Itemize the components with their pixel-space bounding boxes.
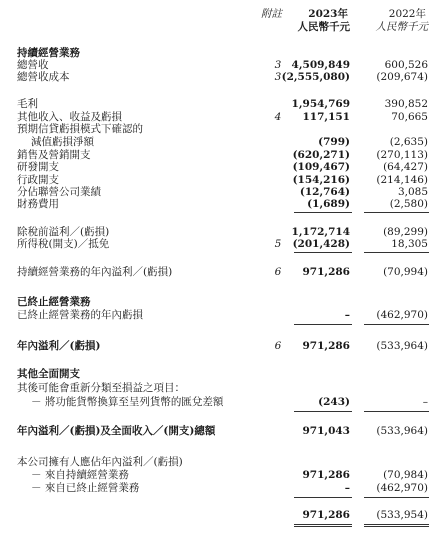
row-label: 除稅前溢利／(虧損) xyxy=(17,226,110,238)
subtotal-rule-2023 xyxy=(294,252,352,253)
row-label: 財務費用 xyxy=(17,198,59,210)
row-discontinued-loss xyxy=(0,309,439,322)
row-label: 所得稅(開支)／抵免 xyxy=(17,238,110,250)
value-2022: (64,427) xyxy=(383,161,428,173)
value-2022: 70,665 xyxy=(391,111,428,123)
value-2023: 971,286 xyxy=(302,266,350,278)
row-label: － 來自持續經營業務 xyxy=(31,469,129,481)
value-2022: – xyxy=(422,396,428,408)
row-impairment-loss xyxy=(0,136,439,149)
value-2022: (533,964) xyxy=(376,340,428,352)
row-from-continuing xyxy=(0,469,439,482)
row-continuing-profit xyxy=(0,266,439,279)
value-2022: (270,113) xyxy=(376,149,428,161)
value-2022: (89,299) xyxy=(383,226,428,238)
row-label: 其後可能會重新分類至損益之項目： xyxy=(17,382,185,394)
value-2022: (70,984) xyxy=(383,469,428,481)
row-note: 5 xyxy=(274,238,282,250)
value-2022: (533,964) xyxy=(376,425,428,437)
row-reclassify-heading xyxy=(0,382,439,395)
year-2022-header: 2022年 xyxy=(388,8,426,20)
row-rd-expenses xyxy=(0,161,439,174)
total-double-rule-2023 xyxy=(294,524,352,527)
subtotal-rule-2022 xyxy=(364,497,429,498)
value-2023: (1,689) xyxy=(307,198,350,210)
row-note: 6 xyxy=(274,340,282,352)
subtotal-rule-2022 xyxy=(364,212,429,213)
subtotal-rule-2022 xyxy=(364,411,429,412)
value-2023: (2,555,080) xyxy=(281,71,350,83)
row-gross-profit xyxy=(0,98,439,111)
row-finance-costs xyxy=(0,198,439,211)
row-cost-of-revenue xyxy=(0,71,439,84)
section-other-comprehensive-expense xyxy=(0,368,439,381)
row-label: 銷售及營銷開支 xyxy=(17,149,91,161)
value-2022: (214,146) xyxy=(376,174,428,186)
row-label: － 將功能貨幣換算至呈列貨幣的匯兌差額 xyxy=(31,396,224,408)
value-2022: 390,852 xyxy=(384,98,428,110)
row-label: 研發開支 xyxy=(17,161,59,173)
value-2023: 971,286 xyxy=(302,509,350,521)
value-2022: (462,970) xyxy=(376,482,428,494)
value-2023: (154,216) xyxy=(292,174,350,186)
value-2023: (243) xyxy=(318,396,350,408)
row-label: 行政開支 xyxy=(17,174,59,186)
row-label: － 來自已終止經營業務 xyxy=(31,482,140,494)
row-label: 已終止經營業務 xyxy=(17,296,91,308)
value-2022: (2,635) xyxy=(389,136,428,148)
row-note: 3 xyxy=(274,59,282,71)
subtotal-rule-2022 xyxy=(364,324,429,325)
row-fx-difference xyxy=(0,396,439,409)
row-note: 3 xyxy=(274,71,282,83)
total-double-rule-2022 xyxy=(364,524,429,527)
value-2023: – xyxy=(344,482,350,494)
unit-2022-header: 人民幣千元 xyxy=(375,21,428,33)
value-2023: 971,286 xyxy=(302,340,350,352)
value-2023: 971,286 xyxy=(302,469,350,481)
row-label: 預期信貸虧損模式下確認的 xyxy=(17,123,143,135)
row-total-comprehensive xyxy=(0,425,439,438)
row-label: 年內溢利／(虧損) xyxy=(17,340,101,352)
row-from-discontinued xyxy=(0,482,439,495)
value-2022: (533,954) xyxy=(376,509,428,521)
note-column-header: 附註 xyxy=(261,8,282,20)
value-2023: (12,764) xyxy=(299,186,350,198)
value-2023: (109,467) xyxy=(292,161,350,173)
value-2023: (201,428) xyxy=(292,238,350,250)
value-2023: 117,151 xyxy=(302,111,350,123)
section-discontinued-operations xyxy=(0,296,439,309)
subtotal-rule-2023 xyxy=(294,212,352,213)
subtotal-rule-2023 xyxy=(294,497,352,498)
value-2022: 18,305 xyxy=(391,238,428,250)
value-2022: 600,526 xyxy=(384,59,428,71)
value-2022: (209,674) xyxy=(376,71,428,83)
value-2022: (462,970) xyxy=(376,309,428,321)
row-label: 總營收 xyxy=(17,59,49,71)
row-note: 6 xyxy=(274,266,282,278)
row-label: 持續經營業務 xyxy=(17,47,80,59)
row-label: 年內溢利／(虧損)及全面收入／(開支)總額 xyxy=(17,425,216,437)
row-attributable-total xyxy=(0,509,439,522)
value-2023: – xyxy=(344,309,350,321)
row-label: 毛利 xyxy=(17,98,38,110)
unit-2023-header: 人民幣千元 xyxy=(297,21,350,33)
value-2023: (799) xyxy=(318,136,350,148)
value-2023: 971,043 xyxy=(302,425,350,437)
row-profit-for-year xyxy=(0,340,439,353)
row-income-tax xyxy=(0,238,439,251)
row-label: 已終止經營業務的年內虧損 xyxy=(17,309,143,321)
subtotal-rule-2023 xyxy=(294,324,352,325)
subtotal-rule-2022 xyxy=(364,252,429,253)
row-label: 本公司擁有人應佔年內溢利／(虧損) xyxy=(17,456,183,468)
row-note: 4 xyxy=(274,111,282,123)
value-2022: (70,994) xyxy=(383,266,428,278)
row-label: 分佔聯營公司業績 xyxy=(17,186,101,198)
value-2023: 1,954,769 xyxy=(291,98,350,110)
row-label: 其他收入、收益及虧損 xyxy=(17,111,122,123)
row-label: 總營收成本 xyxy=(17,71,70,83)
value-2023: 4,509,849 xyxy=(291,59,350,71)
row-label: 持續經營業務的年內溢利／(虧損) xyxy=(17,266,173,278)
row-attributable-heading xyxy=(0,456,439,469)
subtotal-rule-2023 xyxy=(294,411,352,412)
year-2023-header: 2023年 xyxy=(308,8,348,20)
row-label: 減值虧損淨額 xyxy=(31,136,94,148)
value-2023: (620,271) xyxy=(292,149,350,161)
row-ecl-heading xyxy=(0,123,439,136)
value-2022: 3,085 xyxy=(397,186,428,198)
row-label: 其他全面開支 xyxy=(17,368,80,380)
value-2023: 1,172,714 xyxy=(291,226,350,238)
value-2022: (2,580) xyxy=(389,198,428,210)
